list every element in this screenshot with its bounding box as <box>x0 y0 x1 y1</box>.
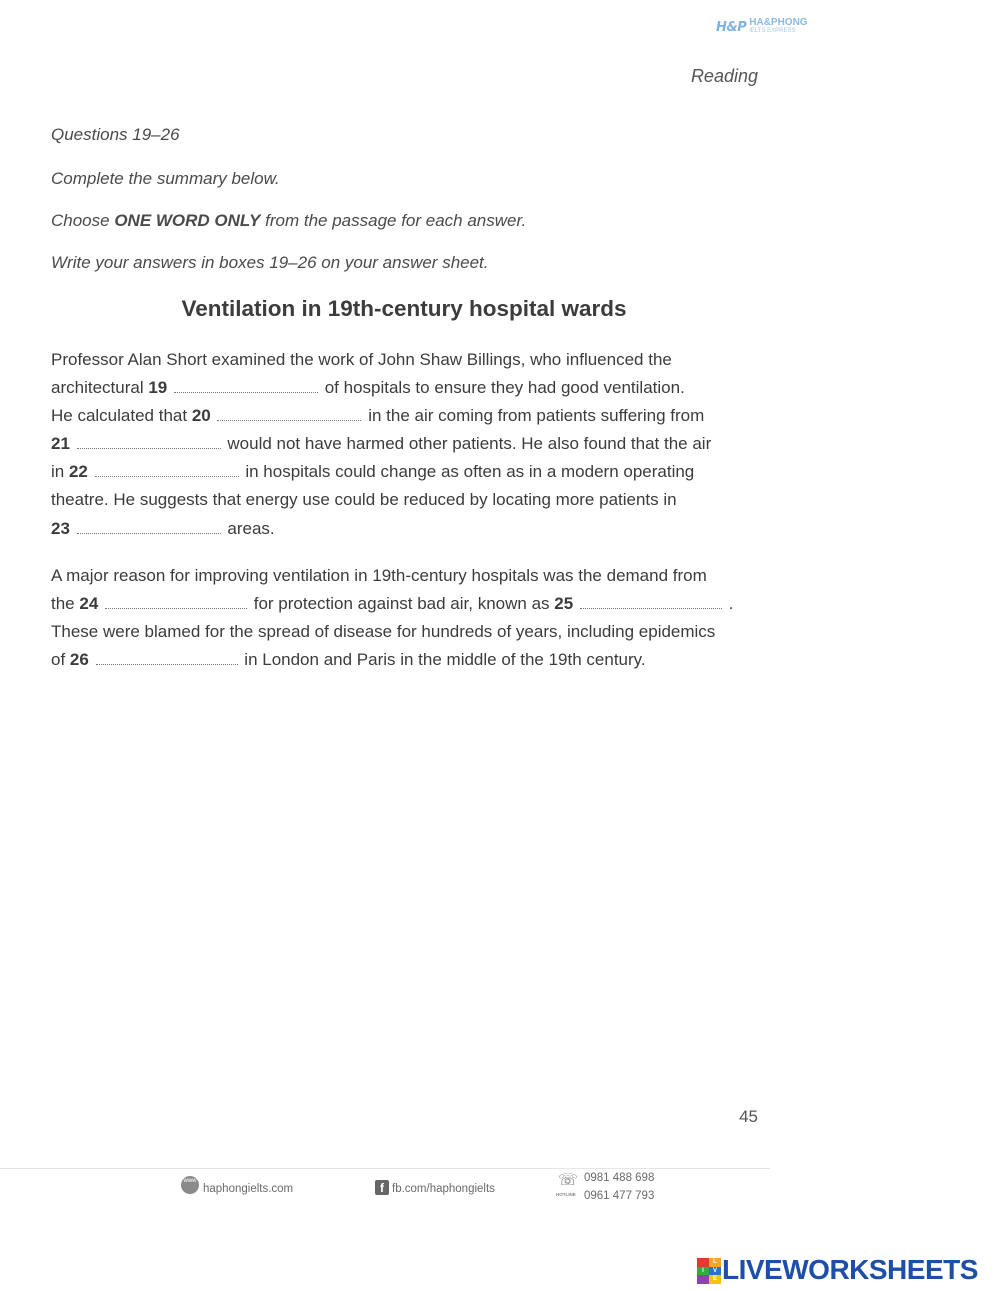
liveworksheets-wordmark: LIVEWORKSHEETS <box>722 1254 978 1285</box>
summary-line: the 24 for protection against bad air, known as 25 . <box>51 594 734 613</box>
hotline-label: HOTLINE <box>556 1192 576 1197</box>
footer-phone-2[interactable]: 0961 477 793 <box>584 1190 655 1202</box>
footer-facebook[interactable]: fb.com/haphongielts <box>392 1183 495 1195</box>
logo-name: HA&PHONG <box>749 17 808 28</box>
instruction-line-3: Write your answers in boxes 19–26 on your answer sheet. <box>51 253 489 272</box>
summary-line: 23 areas. <box>51 519 275 538</box>
footer-phone-1[interactable]: 0981 488 698 <box>584 1172 655 1184</box>
answer-blank-25[interactable] <box>580 596 722 609</box>
page-number: 45 <box>739 1107 758 1126</box>
summary-line: theatre. He suggests that energy use could be reduced by locating more patients in <box>51 490 677 509</box>
logo-block: L <box>709 1258 721 1267</box>
question-number-24: 24 <box>79 594 99 613</box>
answer-blank-24[interactable] <box>105 596 247 609</box>
instruction-line-2: Choose ONE WORD ONLY from the passage for each answer. <box>51 211 527 230</box>
answer-blank-22[interactable] <box>95 464 239 477</box>
question-number-23: 23 <box>51 519 70 538</box>
question-number-25: 25 <box>554 594 574 613</box>
summary-line: in 22 in hospitals could change as often as in a modern operating <box>51 462 695 481</box>
question-number-20: 20 <box>191 406 211 425</box>
summary-line: These were blamed for the spread of disease for hundreds of years, including epidemics <box>51 622 716 641</box>
question-number-26: 26 <box>69 650 89 669</box>
question-number-22: 22 <box>68 462 88 481</box>
logo-block: V <box>709 1267 721 1276</box>
summary-title: Ventilation in 19th-century hospital wards <box>181 296 627 321</box>
logo-tagline: IELTS EXPRESS <box>749 28 796 34</box>
logo-block <box>697 1275 709 1284</box>
word-limit: ONE WORD ONLY <box>114 211 261 230</box>
phone-icon: ☏ <box>558 1172 579 1189</box>
logo-block: I <box>697 1267 709 1276</box>
question-number-19: 19 <box>148 378 168 397</box>
logo-block <box>697 1258 709 1267</box>
summary-line: of 26 in London and Paris in the middle of the 19th century. <box>51 650 646 669</box>
summary-line: architectural 19 of hospitals to ensure they had good ventilation. <box>51 378 685 397</box>
footer-divider <box>0 1168 770 1169</box>
instruction-line-1: Complete the summary below. <box>51 169 280 188</box>
answer-blank-20[interactable] <box>217 408 361 421</box>
globe-icon: www <box>181 1176 199 1194</box>
summary-line: He calculated that 20 in the air coming from patients suffering from <box>51 406 705 425</box>
answer-blank-19[interactable] <box>174 380 318 393</box>
footer-website[interactable]: haphongielts.com <box>203 1183 294 1195</box>
question-number-21: 21 <box>51 434 70 453</box>
liveworksheets-logo-icon <box>697 1258 721 1284</box>
brand-logo <box>716 14 806 40</box>
answer-blank-21[interactable] <box>77 436 221 449</box>
answer-blank-23[interactable] <box>77 521 221 534</box>
summary-line: Professor Alan Short examined the work of John Shaw Billings, who influenced the <box>51 350 672 369</box>
logo-mark: H&P <box>716 19 747 35</box>
answer-blank-26[interactable] <box>96 652 238 665</box>
questions-heading: Questions 19–26 <box>51 125 180 144</box>
summary-line: 21 would not have harmed other patients. He also found that the air <box>51 434 712 453</box>
facebook-icon: f <box>375 1180 389 1195</box>
summary-line: A major reason for improving ventilation in 19th-century hospitals was the demand from <box>51 566 707 585</box>
section-label: Reading <box>690 66 758 86</box>
logo-block: E <box>709 1275 721 1284</box>
